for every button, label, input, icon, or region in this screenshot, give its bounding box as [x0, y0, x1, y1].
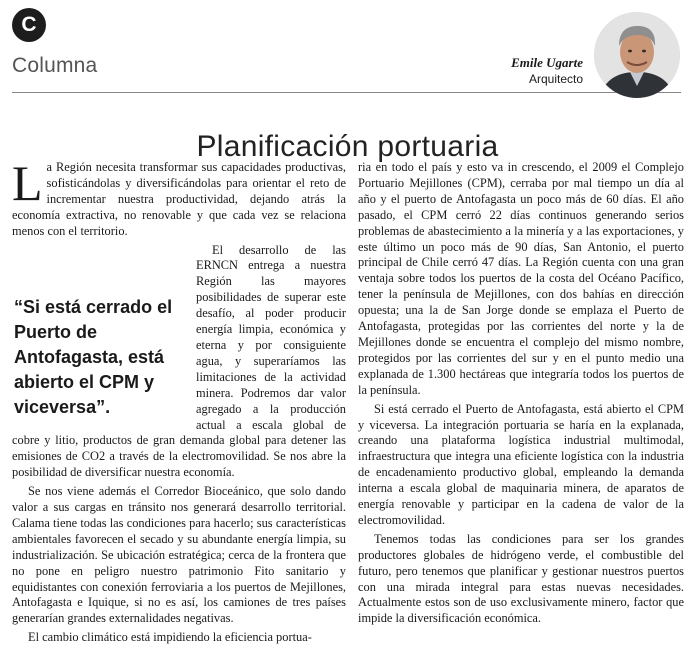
paragraph-text: El desarrollo de las ERNCN entrega a nuestra Región las mayores posibilidades de superar este desafío, al poder producir energía limpia, económica y eterna y por consiguiente agua, y superaríamos las limitaciones de la actividad minera. Podremos dar valor agregado a la producción actual a escala global de cobre y litio, productos de gran demanda global para detener las emisiones de CO2 a través de la electromovilidad. Se nos abre la posibilidad de diversificar nuestra economía.	[12, 242, 346, 480]
pull-quote: “Si está cerrado el Puerto de Antofagasta, está abierto el CPM y viceversa”.	[14, 296, 173, 417]
paragraph: El cambio climático está impidiendo la eficiencia portua-	[28, 630, 312, 645]
paragraph: Se nos viene además el Corredor Bioceánico, que solo dando valor a sus cargas en tránsito nos generará desarrollo territorial. Calama tiene todas las condiciones para hacerlo; sus características ambientales favorecen el secado y su abundante energía limpia, su industrialización. Se ubicación estratégica; cerca de la frontera que no pone en peligro nuestro patrimonio Fito sanitario y equidistantes con conexión ferroviaria a los puertos de Mejillones, Antofagasta e Iquique, si no es así, los camiones de tres países generarían grandes externalidades negativas.	[12, 484, 346, 626]
article-headline: Planificación portuaria	[196, 130, 499, 164]
section-label: Columna	[12, 54, 98, 77]
section-badge: C	[12, 8, 46, 42]
article-column-2	[358, 160, 684, 630]
drop-cap: L	[12, 155, 43, 211]
author-role: Arquitecto	[528, 72, 583, 86]
paragraph	[12, 155, 346, 240]
paragraph: Si está cerrado el Puerto de Antofagasta, está abierto el CPM y viceversa. La integración portuaria se haría en la explanada, creando una plataforma logística industrial multimodal, infraestructura que integra una eficiente logística con la industria de encadenamiento productivo global, empleando la demanda interna a escala global de maquinaria minera, de aparatos de energía renovable y participar en la cadena de valor de la electromovilidad.	[358, 401, 684, 527]
header-divider	[12, 92, 681, 93]
author-name: Emile Ugarte	[511, 55, 583, 70]
author-photo	[594, 12, 680, 98]
paragraph: ria en todo el país y esto va in crescendo, el 2009 el Complejo Portuario Mejillones (CPM), cerraba por mal tiempo un día al año y el puerto de Antofagasta un poco más de 60 días. El año pasado, el CPM cerró 22 días continuos generando serios problemas de abastecimiento a la minería y a las exportaciones, y este último un poco más de 90 días, San Antonio, el puerto principal de Chile cerró 47 días. La Región cuenta con una gran ventaja sobre todos los puertos de la costa del Océano Pacífico, tener la península de Mejillones, con dos bahías en dirección opuesta; una la de San Jorge donde se emplaza el Puerto de Antofagasta, protegidas por las corrientes del norte y la de Mejillones donde se encuentra el complejo del mismo nombre, protegidos por las corrientes del sur y en el punto medio una explanada de 1.300 hectáreas que integraría todos los puertos de la península.	[358, 160, 684, 397]
paragraph: Tenemos todas las condiciones para ser los grandes productores globales de hidrógeno verde, el combustible del futuro, pero tenemos que planificar y gestionar nuestros puertos con una mirada integral para estas nuevas necesidades. Actualmente estos son de uso exclusivamente minero, factor que impide la diversificación económica.	[358, 531, 684, 626]
paragraph-text: a Región necesita transformar sus capacidades productivas, sofisticándolas y diversificándolas para orientar el reto de incrementar nuestra productividad, dejando atrás la economía extractiva, no renovable y que cada vez se relaciona menos con el territorio.	[12, 160, 346, 238]
author-portrait-image	[594, 12, 680, 98]
